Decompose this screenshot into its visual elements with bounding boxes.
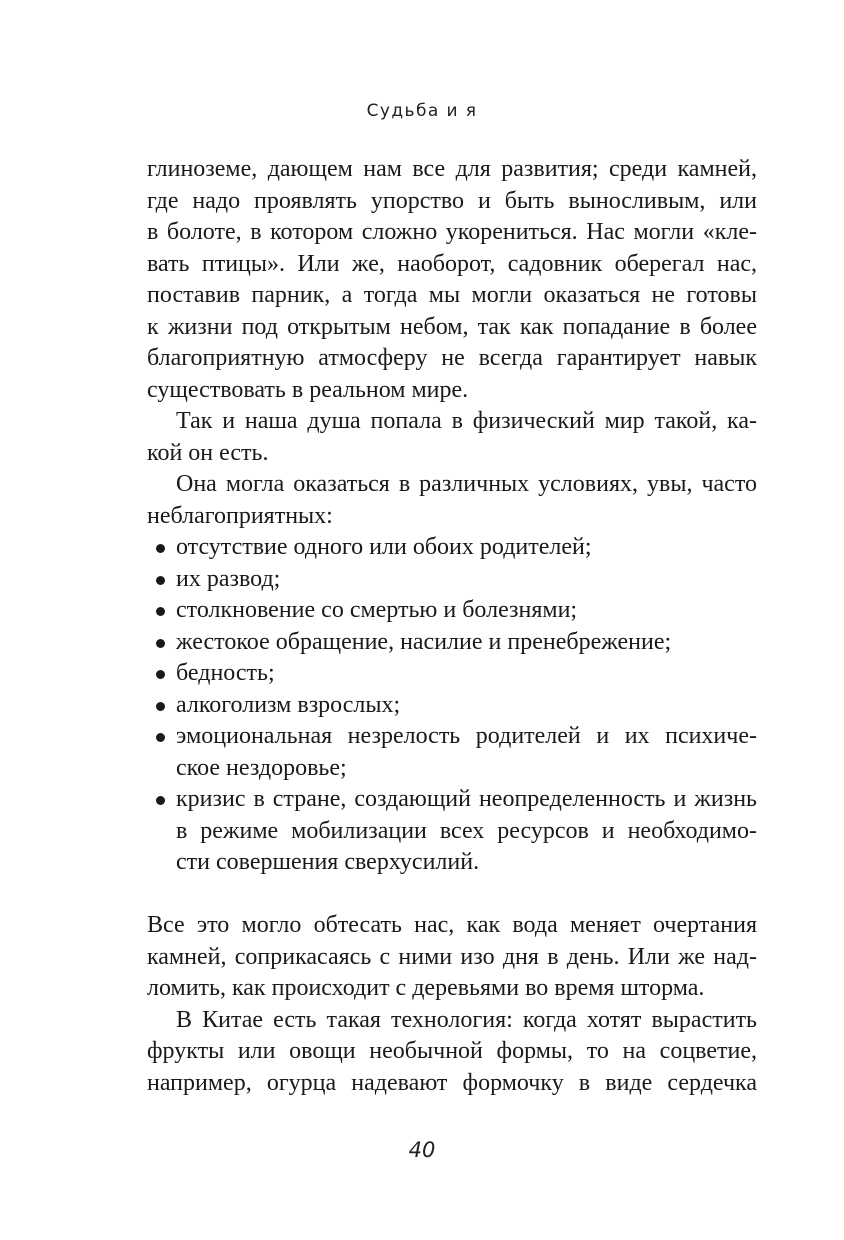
list-item-text: алкоголизм взрослых; <box>176 691 401 718</box>
list-item <box>147 627 757 659</box>
text-line: Она могла оказаться в различных условиях, увы, часто <box>176 471 757 497</box>
text-line: Все это могло обтесать нас, как вода меняет очертания <box>147 912 757 938</box>
paragraph-1 <box>147 154 757 406</box>
text-line: глиноземе, дающем нам все для развития; среди камней, <box>147 156 757 182</box>
text-block-upper <box>147 154 757 879</box>
list-item <box>147 595 757 627</box>
list-item-text: жестокое обращение, насилие и пренебрежение; <box>176 628 672 655</box>
list-item-text: отсутствие одного или обоих родителей; <box>176 534 592 560</box>
page-number: 40 <box>408 1138 436 1162</box>
list-item <box>147 721 757 784</box>
text-line: кой он есть. <box>147 439 269 466</box>
text-line: в болоте, в котором сложно укорениться. Нас могли «кле- <box>147 219 757 245</box>
list-item <box>147 532 757 564</box>
running-head: Судьба и я <box>366 101 478 121</box>
list-item-text: столкновение со смертью и болезнями; <box>176 597 578 623</box>
list-item-text: эмоциональная незрелость родителей и их психиче- <box>176 723 757 749</box>
paragraph-4 <box>147 910 757 1005</box>
text-line: неблагоприятных: <box>147 502 333 529</box>
list-item-line <box>147 784 757 816</box>
bullet-icon <box>156 733 165 742</box>
text-line: где надо проявлять упорство и быть выносливым, или <box>147 187 757 214</box>
list-item-line <box>147 721 757 753</box>
bullet-icon <box>156 607 165 616</box>
text-line: к жизни под открытым небом, так как попадание в более <box>147 313 757 340</box>
text-block-lower <box>147 910 757 1099</box>
list-item-continuation: ское нездоровье; <box>176 754 347 781</box>
paragraph-5 <box>147 1005 757 1100</box>
text-line: Так и наша душа попала в физический мир такой, ка- <box>176 408 757 434</box>
text-line: поставив парник, а тогда мы могли оказаться не готовы <box>147 282 757 308</box>
list-item <box>147 784 757 879</box>
paragraph-3 <box>147 469 757 532</box>
list-item-continuation: сти совершения сверхусилий. <box>176 849 480 875</box>
list-item-text: кризис в стране, создающий неопределенность и жизнь <box>176 786 757 812</box>
list-item-text: бедность; <box>176 660 275 686</box>
text-line: ломить, как происходит с деревьями во время шторма. <box>147 975 705 1001</box>
paragraph-2 <box>147 406 757 469</box>
text-line: В Китае есть такая технология: когда хотят вырастить <box>176 1006 757 1033</box>
text-line: благоприятную атмосферу не всегда гарантирует навык <box>147 345 757 371</box>
bullet-icon <box>156 576 165 585</box>
text-line: существовать в реальном мире. <box>147 376 469 403</box>
bullet-icon <box>156 670 165 679</box>
list-item <box>147 564 757 596</box>
list-item-text: их развод; <box>176 565 281 592</box>
text-line: камней, соприкасаясь с ними изо дня в день. Или же над- <box>147 943 757 970</box>
bullet-icon <box>156 544 165 553</box>
text-line: фрукты или овощи необычной формы, то на соцветие, <box>147 1038 757 1064</box>
bullet-icon <box>156 796 165 805</box>
bullet-list <box>147 532 757 879</box>
bullet-icon <box>156 639 165 648</box>
list-item <box>147 658 757 690</box>
text-line: вать птицы». Или же, наоборот, садовник оберегал нас, <box>147 250 757 277</box>
text-line: например, огурца надевают формочку в виде сердечка <box>147 1069 757 1096</box>
list-item <box>147 690 757 722</box>
list-item-continuation: в режиме мобилизации всех ресурсов и необходимо- <box>176 817 757 844</box>
bullet-icon <box>156 702 165 711</box>
